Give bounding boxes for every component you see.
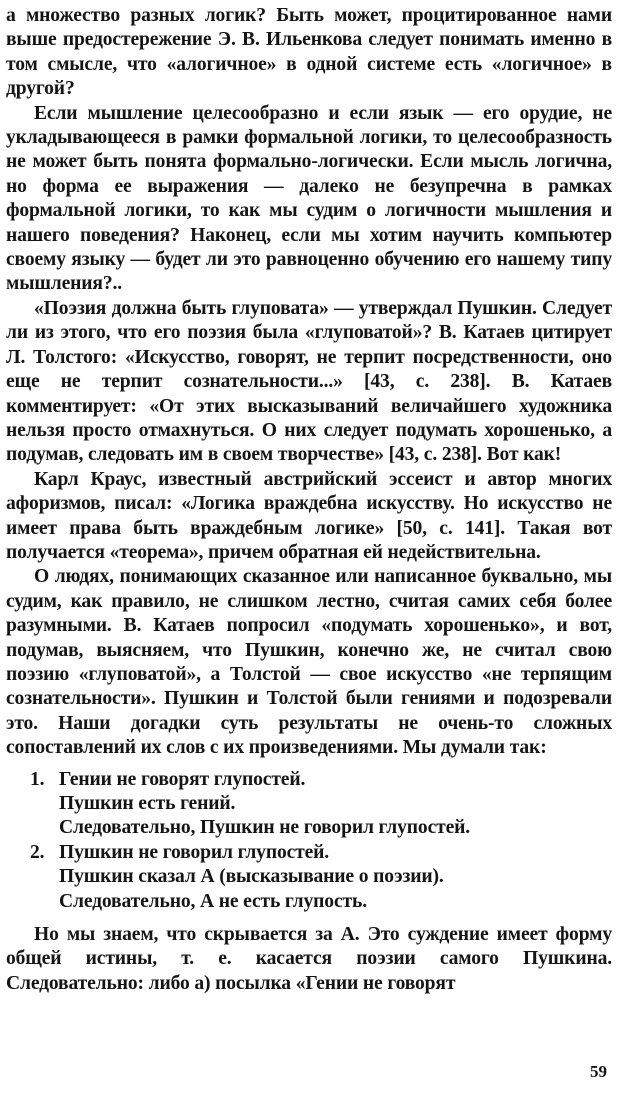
syllogism-line: Пушкин не говорил глупостей. xyxy=(59,841,330,863)
syllogism-item xyxy=(30,768,612,841)
syllogism-line: Следовательно, А не есть глупость. xyxy=(59,890,367,912)
syllogism-list xyxy=(6,768,612,914)
syllogism-lines xyxy=(59,768,470,841)
page-text xyxy=(6,4,612,996)
syllogism-item xyxy=(30,841,612,914)
paragraph-closing: Но мы знаем, что скрывается за А. Это суждение имеет форму общей истины, т. е. касается поэзии самого Пушкина. Следовательно: либо а) посылка «Гении не говорят xyxy=(6,924,612,994)
syllogism-line: Следовательно, Пушкин не говорил глупостей. xyxy=(59,817,471,839)
syllogism-number: 2. xyxy=(30,841,45,863)
syllogism-lines xyxy=(59,841,444,914)
paragraph-continuation: а множество разных логик? Быть может, процитированное нами выше предостережение Э. В. Ильенкова следует понимать именно в том смысле, что «алогичное» в одной системе есть «логичное» в другой? xyxy=(6,5,612,100)
syllogism-line: Пушкин есть гений. xyxy=(59,793,236,814)
paragraph-karl-kraus: Карл Краус, известный австрийский эссеист и автор многих афоризмов, писал: «Логика враждебна искусству. Но искусство не имеет права быть враждебным логике» [50, с. 141]. Такая вот получается «теорема», причем обратная ей недействительна. xyxy=(6,468,612,563)
syllogism-line: Пушкин сказал А (высказывание о поэзии). xyxy=(59,866,444,888)
page-number: 59 xyxy=(590,1062,607,1081)
paragraph-literal-understanding: О людях, понимающих сказанное или написанное буквально, мы судим, как правило, не слишком лестно, считая самих себя более разумными. В. Катаев попросил «подумать хорошенько», и вот, подумав, выясняем, что Пушкин, конечно же, не считал свою поэзию «глуповатой», а Толстой — свое искусство «не терпящим сознательности». Пушкин и Толстой были гениями и подозревали это. Наши догадки суть результаты не очень-то сложных сопоставлений их слов с их произведениями. Мы думали так: xyxy=(6,566,612,759)
paragraph-pushkin-poetry: «Поэзия должна быть глуповата» — утверждал Пушкин. Следует ли из этого, что его поэзия была «глуповатой»? В. Катаев цитирует Л. Толстого: «Искусство, говорят, не терпит посредственности, оно еще не терпит сознательности...» [43, с. 238]. В. Катаев комментирует: «От этих высказываний величайшего художника нельзя просто отмахнуться. О них следует подумать хорошенько, а подумав, следовать им в своем творчестве» [43, с. 238]. Вот как! xyxy=(6,297,612,466)
paragraph-thinking-language: Если мышление целесообразно и если язык — его орудие, не укладывающееся в рамки формальной логики, то целесообразность не может быть понята формально-логически. Если мысль логична, но форма ее выражения — далеко не безупречна в рамках формальной логики, то как мы судим о логичности мышления и нашего поведения? Наконец, если мы хотим научить компьютер своему языку — будет ли это равноценно обучению его нашему типу мышления?.. xyxy=(6,102,612,295)
syllogism-number: 1. xyxy=(30,768,45,790)
syllogism-line: Гении не говорят глупостей. xyxy=(59,768,306,790)
